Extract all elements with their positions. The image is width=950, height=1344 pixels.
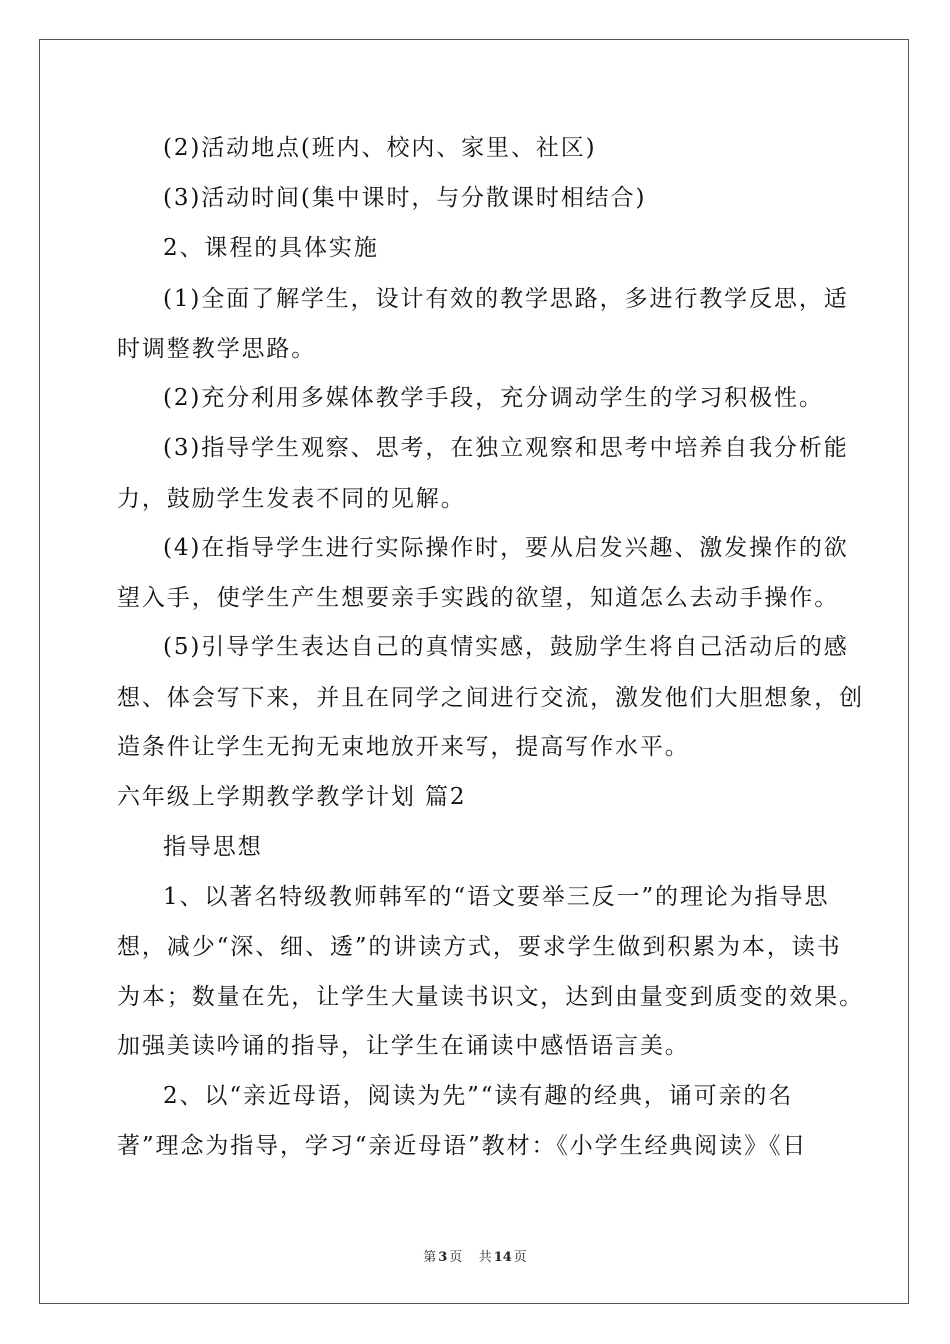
text-line: (1)全面了解学生，设计有效的教学思路，多进行教学反思，适	[163, 286, 849, 312]
text-line: 造条件让学生无拘无束地放开来写，提高写作水平。	[117, 734, 690, 760]
text-line: (3)指导学生观察、思考，在独立观察和思考中培养自我分析能	[163, 435, 849, 461]
page-footer	[0, 1246, 950, 1265]
section-heading: 2、课程的具体实施	[163, 235, 379, 261]
text-line: (5)引导学生表达自己的真情实感，鼓励学生将自己活动后的感	[163, 634, 849, 660]
page-prefix: 第	[423, 1250, 437, 1265]
text-line: 想、体会写下来，并且在同学之间进行交流，激发他们大胆想象，创	[117, 685, 864, 711]
text-line: 加强美读吟诵的指导，让学生在诵读中感悟语言美。	[117, 1033, 690, 1059]
text-line: 力，鼓励学生发表不同的见解。	[117, 486, 466, 512]
section-heading: 指导思想	[163, 834, 263, 860]
total-suffix: 页	[513, 1250, 527, 1265]
text-line: (3)活动时间(集中课时，与分散课时相结合)	[163, 185, 647, 211]
text-line: 想，减少“深、细、透”的讲读方式，要求学生做到积累为本，读书	[117, 934, 842, 960]
text-line: 1、以著名特级教师韩军的“语文要举三反一”的理论为指导思	[163, 884, 830, 910]
text-line: (2)充分利用多媒体教学手段，充分调动学生的学习积极性。	[163, 385, 824, 411]
text-line: (2)活动地点(班内、校内、家里、社区)	[163, 135, 597, 161]
total-pages-number: 14	[493, 1250, 512, 1265]
page-border	[39, 39, 909, 1304]
text-line: 为本；数量在先，让学生大量读书识文，达到由量变到质变的效果。	[117, 984, 864, 1010]
text-line: 2、以“亲近母语，阅读为先”“读有趣的经典，诵可亲的名	[163, 1083, 794, 1109]
article-title: 六年级上学期教学教学计划 篇2	[117, 784, 467, 810]
text-line: 望入手，使学生产生想要亲手实践的欲望，知道怎么去动手操作。	[117, 585, 840, 611]
text-line: 时调整教学思路。	[117, 336, 317, 362]
text-line: (4)在指导学生进行实际操作时，要从启发兴趣、激发操作的欲	[163, 535, 849, 561]
current-page-number: 3	[438, 1250, 448, 1265]
text-line: 著”理念为指导，学习“亲近母语”教材：《小学生经典阅读》《日	[117, 1133, 808, 1159]
page-word: 页	[449, 1250, 463, 1265]
total-prefix: 共	[478, 1250, 492, 1265]
